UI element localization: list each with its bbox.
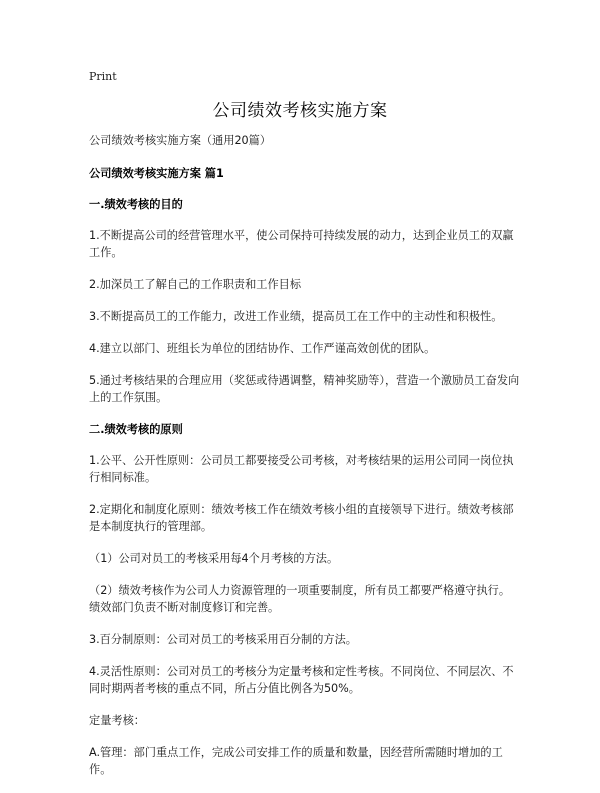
principle-item-7: 定量考核： (89, 714, 145, 727)
principle-item-4: （2）绩效考核作为公司人力资源管理的一项重要制度，所有员工都要严格遵守执行。绩效部门负责不断对制度修订和完善。 (89, 584, 511, 614)
print-label: Print (89, 70, 117, 83)
principle-item-8: A.管理：部门重点工作，完成公司安排工作的质量和数量，因经营所需随时增加的工作。 (89, 746, 503, 776)
heading-principles: 二.绩效考核的原则 (89, 423, 183, 436)
purpose-item-2: 2.加深员工了解自己的工作职责和工作目标 (89, 278, 302, 291)
principle-item-6: 4.灵活性原则：公司对员工的考核分为定量考核和定性考核。不同岗位、不同层次、不同时期两者考核的重点不同，所占分值比例各为50%。 (89, 665, 514, 695)
principle-item-5: 3.百分制原则：公司对员工的考核采用百分制的方法。 (89, 633, 357, 646)
principle-item-2: 2.定期化和制度化原则：绩效考核工作在绩效考核小组的直接领导下进行。绩效考核部是本制度执行的管理部。 (89, 503, 514, 533)
principle-item-1: 1.公平、公开性原则：公司员工都要接受公司考核，对考核结果的运用公司同一岗位执行相同标准。 (89, 454, 514, 484)
document-title: 公司绩效考核实施方案 (212, 101, 388, 121)
purpose-item-4: 4.建立以部门、班组长为单位的团结协作、工作严谨高效创优的团队。 (89, 342, 436, 355)
purpose-item-5: 5.通过考核结果的合理应用（奖惩或待遇调整，精神奖励等），营造一个激励员工奋发向上的工作氛围。 (89, 374, 520, 404)
section-title: 公司绩效考核实施方案 篇1 (89, 167, 224, 180)
purpose-item-3: 3.不断提高员工的工作能力，改进工作业绩，提高员工在工作中的主动性和积极性。 (89, 310, 503, 323)
document-body (89, 132, 521, 793)
purpose-item-1: 1.不断提高公司的经营管理水平，使公司保持可持续发展的动力，达到企业员工的双赢工作。 (89, 229, 514, 259)
document-subtitle: 公司绩效考核实施方案（通用20篇） (89, 134, 272, 147)
principle-item-3: （1）公司对员工的考核采用每4个月考核的方法。 (89, 552, 339, 565)
heading-purpose: 一.绩效考核的目的 (89, 198, 183, 211)
